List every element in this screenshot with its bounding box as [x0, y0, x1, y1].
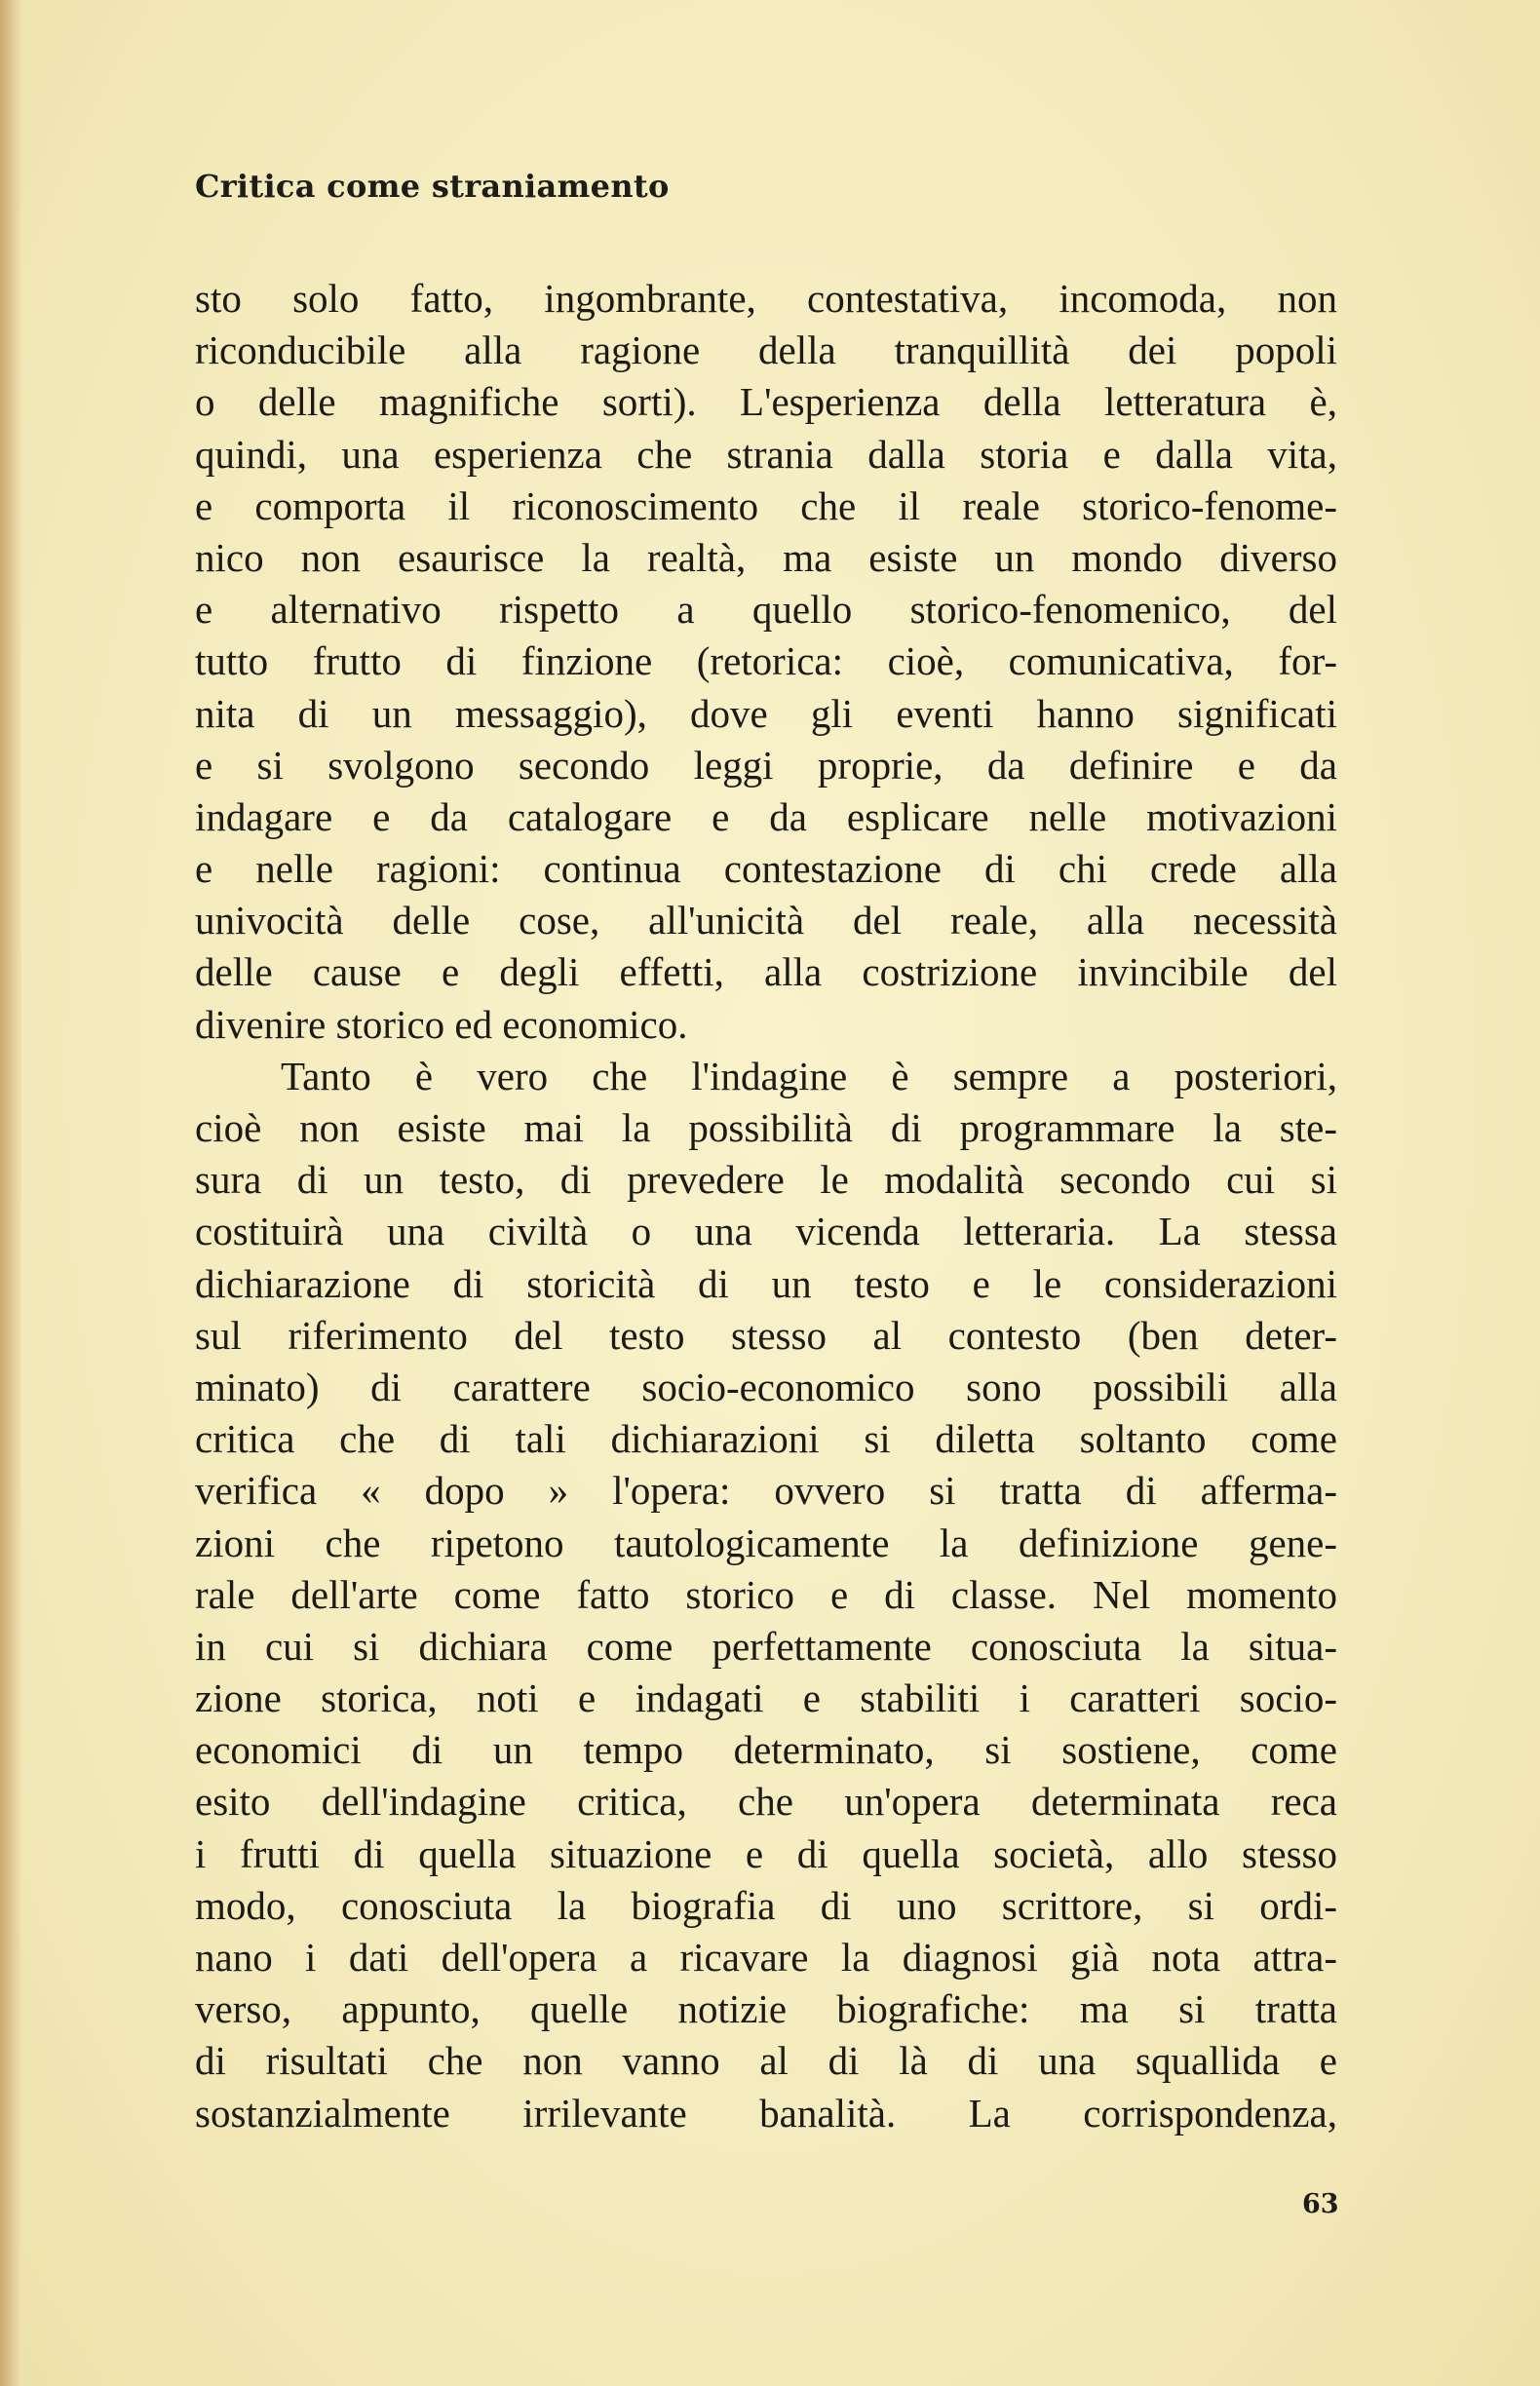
text-line: dichiarazione di storicità di un testo e le considerazioni: [195, 1260, 1337, 1306]
text-line: zioni che ripetono tautologicamente la definizione gene-: [195, 1520, 1337, 1565]
text-line: tutto frutto di finzione (retorica: cioè, comunicativa, for-: [195, 638, 1337, 684]
text-line: esito dell'indagine critica, che un'opera determinata reca: [195, 1779, 1337, 1825]
text-line: rale dell'arte come fatto storico e di classe. Nel momento: [195, 1571, 1337, 1617]
text-line: modo, conosciuta la biografia di uno scrittore, si ordi-: [195, 1882, 1337, 1928]
text-line: o delle magnifiche sorti). L'esperienza della letteratura è,: [195, 379, 1337, 425]
text-line: di risultati che non vanno al di là di una squallida e: [195, 2038, 1337, 2084]
text-line: minato) di carattere socio-economico sono possibili alla: [195, 1364, 1337, 1409]
text-line: sto solo fatto, ingombrante, contestativa, incomoda, non: [195, 276, 1337, 321]
text-line: Tanto è vero che l'indagine è sempre a posteriori,: [281, 1053, 1337, 1098]
text-line: indagare e da catalogare e da esplicare nelle motivazioni: [195, 793, 1337, 839]
running-title: Critica come straniamento: [195, 168, 670, 205]
text-line: divenire storico ed economico.: [195, 1001, 688, 1047]
text-line: economici di un tempo determinato, si sostiene, come: [195, 1727, 1337, 1773]
text-line: e alternativo rispetto a quello storico-fenomenico, del: [195, 587, 1337, 633]
text-line: cioè non esiste mai la possibilità di programmare la ste-: [195, 1105, 1337, 1150]
text-line: verifica « dopo » l'opera: ovvero si tratta di afferma-: [195, 1468, 1337, 1514]
text-line: verso, appunto, quelle notizie biografiche: ma si tratta: [195, 1986, 1337, 2032]
text-line: zione storica, noti e indagati e stabiliti i caratteri socio-: [195, 1675, 1337, 1721]
page-gutter-edge: [0, 0, 21, 2386]
text-line: e si svolgono secondo leggi proprie, da definire e da: [195, 742, 1337, 788]
text-line: nico non esaurisce la realtà, ma esiste un mondo diverso: [195, 534, 1337, 580]
text-line: sostanzialmente irrilevante banalità. La corrispondenza,: [195, 2090, 1337, 2136]
text-line: sura di un testo, di prevedere le modalità secondo cui si: [195, 1157, 1337, 1203]
text-line: univocità delle cose, all'unicità del reale, alla necessità: [195, 898, 1337, 943]
paragraph-2: [195, 1051, 1337, 2139]
text-line: nano i dati dell'opera a ricavare la diagnosi già nota attra-: [195, 1935, 1337, 1980]
text-line: delle cause e degli effetti, alla costrizione invincibile del: [195, 949, 1337, 995]
text-line: nita di un messaggio), dove gli eventi hanno significati: [195, 690, 1337, 736]
page-number: 63: [1302, 2189, 1339, 2219]
text-line: critica che di tali dichiarazioni si diletta soltanto come: [195, 1416, 1337, 1462]
text-line: in cui si dichiara come perfettamente conosciuta la situa-: [195, 1623, 1337, 1669]
text-line: sul riferimento del testo stesso al contesto (ben deter-: [195, 1312, 1337, 1358]
text-line: e nelle ragioni: continua contestazione di chi crede alla: [195, 846, 1337, 892]
paragraph-1: [195, 273, 1337, 1051]
text-line: i frutti di quella situazione e di quella società, allo stesso: [195, 1830, 1337, 1876]
text-line: e comporta il riconoscimento che il reale storico-fenome-: [195, 482, 1337, 528]
body-text: [195, 273, 1337, 2139]
text-line: costituirà una civiltà o una vicenda letteraria. La stessa: [195, 1209, 1337, 1254]
text-line: quindi, una esperienza che strania dalla storia e dalla vita,: [195, 431, 1337, 477]
text-line: riconducibile alla ragione della tranquillità dei popoli: [195, 327, 1337, 373]
